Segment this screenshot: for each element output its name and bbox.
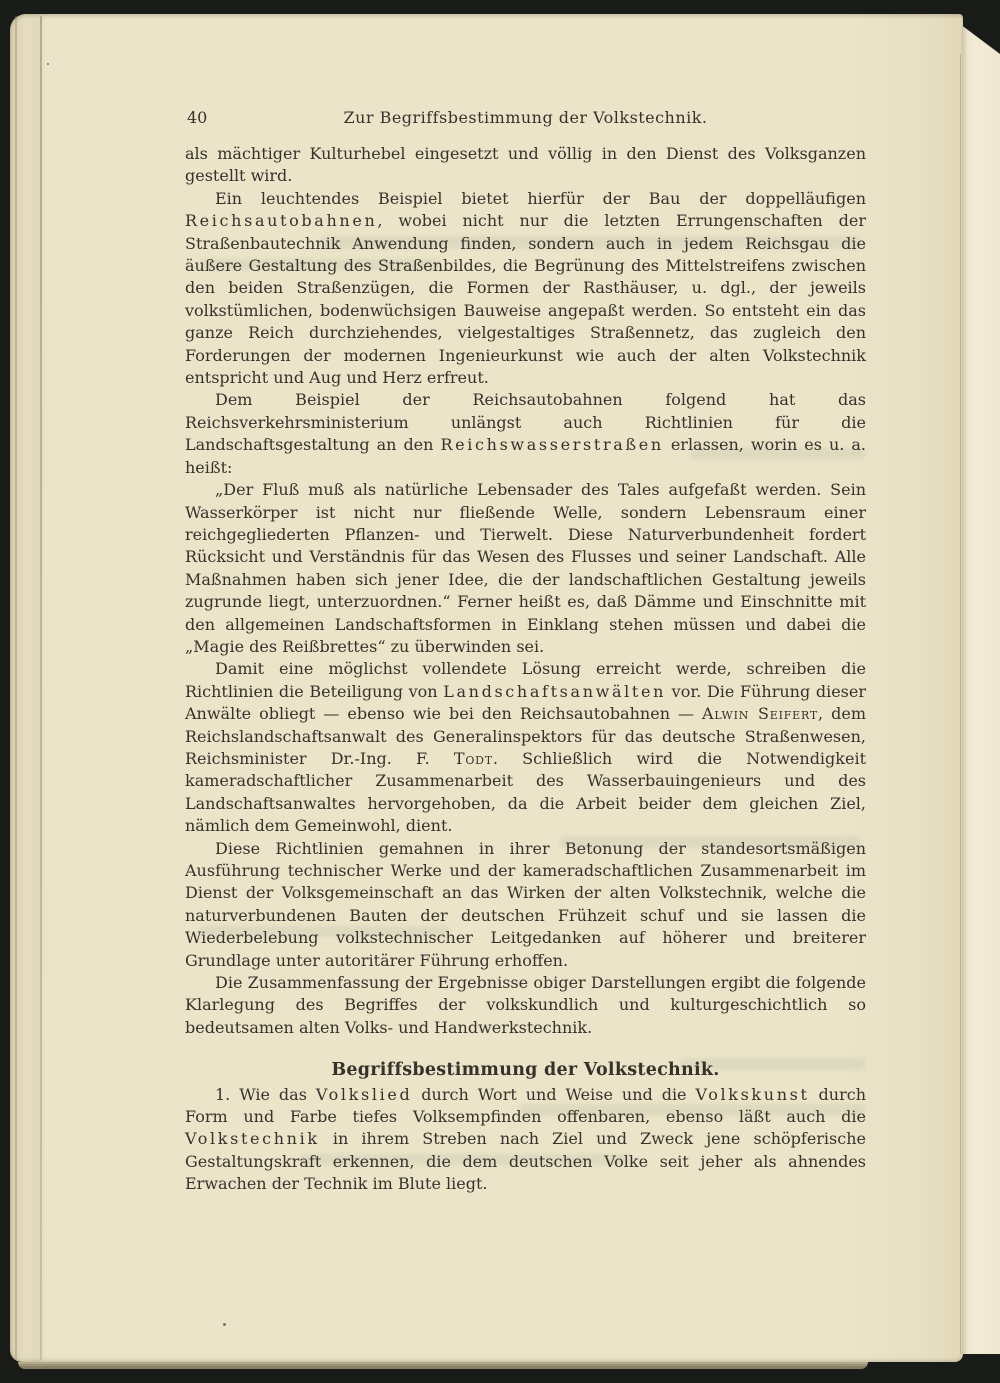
body-paragraph xyxy=(185,838,866,972)
emphasized-text-smallcaps: Alwin Seifert xyxy=(702,704,819,724)
text-run: als mächtiger Kulturhebel eingesetzt und völlig in den Dienst des Volksganzen gestellt wird. xyxy=(185,144,866,186)
text-run: Ein leuchtendes Beispiel bietet hierfür der Bau der doppelläufigen xyxy=(215,188,866,208)
page-body xyxy=(185,143,866,1196)
emphasized-text-smallcaps: Todt xyxy=(453,748,493,768)
text-run: , wobei nicht nur die letzten Errungenschaften der Straßenbautechnik Anwendung finden, sondern auch in jedem Reichsgau die äußere Gestaltung des Straßenbildes, die Begrünung des Mittelstreifens zwischen den beiden Straßenzügen, die Formen der Rasthäuser, u. dgl., der jeweils volkstümlichen, bodenwüchsigen Bauweise angepaßt werden. So entsteht ein das ganze Reich durchziehendes, vielgestaltiges Straßennetz, das zugleich den Forderungen der modernen Ingenieurkunst wie auch der alten Volkstechnik entspricht und Aug und Herz erfreut. xyxy=(185,211,866,388)
running-header-title: Zur Begriffsbestimmung der Volkstechnik. xyxy=(343,108,708,127)
facing-page-edge xyxy=(963,24,1000,1354)
emphasized-text-spaced: Volkstechnik xyxy=(185,1129,320,1149)
page-stack-bottom-edge xyxy=(18,1362,868,1369)
text-run: Die Zusammenfassung der Ergebnisse obiger Darstellungen ergibt die folgende Klarlegung des Begriffes der volkskundlich und kulturgeschichtlich so bedeutsamen alten Volks- und Handwerkstechnik. xyxy=(185,973,866,1037)
text-run: 1. Wie das xyxy=(215,1084,316,1104)
text-run: Diese Richtlinien gemahnen in ihrer Betonung der standesortsmäßigen Ausführung technischer Werke und der kameradschaftlichen Zusammenarbeit im Dienst der Volksgemeinschaft an das Wirken der alten Volkstechnik, welche die naturverbundenen Bauten der deutschen Frühzeit schuf und sie lassen die Wiederbelebung volkstechnischer Leitgedanken auf höherer und breiterer Grundlage unter autoritärer Führung erhoffen. xyxy=(185,838,866,970)
text-run: in ihrem Streben nach Ziel und Zweck jene schöpferische Gestaltungskraft erkennen, die dem deutschen Volke seit jeher als ahnendes Erwachen der Technik im Blute liegt. xyxy=(185,1129,866,1194)
text-run: vor. Die Führung dieser Anwälte obliegt — ebenso wie bei den Reichsautobahnen — xyxy=(185,681,866,724)
text-run: . Schließlich wird die Notwendigkeit kameradschaftlicher Zusammenarbeit des Wasserbauingenieurs und des Landschaftsanwaltes hervorgehoben, da die Arbeit beider dem gleichen Ziel, nämlich dem Gemeinwohl, dient. xyxy=(185,748,866,836)
emphasized-text-spaced: Volkslied xyxy=(315,1084,413,1104)
text-run: „Der Fluß muß als natürliche Lebensader des Tales aufgefaßt werden. Sein Wasserkörper ist nicht nur fließende Welle, sondern Lebensraum einer reichgegliederten Pflanzen- und Tierwelt. Diese Naturverbundenheit fordert Rücksicht und Verständnis für das Wesen des Flusses und seiner Landschaft. Alle Maßnahmen haben sich jener Idee, die der landschaftlichen Gestaltung jeweils zugrunde liegt, unterzuordnen.“ Ferner heißt es, daß Dämme und Einschnitte mit den allgemeinen Landschaftsformen in Einklang stehen müssen und dabei die „Magie des Reißbrettes“ zu überwinden sei. xyxy=(185,480,866,656)
body-paragraph xyxy=(185,658,866,837)
ink-speck xyxy=(47,63,49,65)
text-run: , dem Reichslandschaftsanwalt des Generalinspektors für das deutsche Straßenwesen, Reichsminister Dr.-Ing. F. xyxy=(185,704,867,768)
body-paragraph xyxy=(185,972,866,1039)
text-column xyxy=(185,107,866,1196)
scanner-corner-shadow xyxy=(960,24,1000,54)
page-stack-edge-line xyxy=(40,16,42,1360)
gutter-crease xyxy=(960,54,962,1354)
section-heading: Begriffsbestimmung der Volkstechnik. xyxy=(331,1060,720,1081)
book-page xyxy=(10,14,963,1362)
emphasized-text-spaced: Volkskunst xyxy=(695,1084,810,1104)
emphasized-text-spaced: Reichswasserstraßen xyxy=(440,435,664,455)
emphasized-text-spaced: Reichsautobahnen xyxy=(185,211,378,231)
body-paragraph xyxy=(185,188,866,390)
running-header xyxy=(185,107,866,130)
text-run: durch Wort und Weise und die xyxy=(412,1084,696,1104)
emphasized-text-spaced: Landschaftsanwälten xyxy=(443,681,667,701)
body-paragraph xyxy=(185,479,866,658)
body-paragraph xyxy=(185,143,866,188)
body-paragraph xyxy=(185,1084,866,1196)
page-edge-line xyxy=(15,16,17,1360)
page-number: 40 xyxy=(187,108,208,127)
text-run: erlassen, worin es u. a. heißt: xyxy=(185,435,866,477)
text-run: Damit eine möglichst vollendete Lösung erreicht werde, schreiben die Richtlinien die Beteiligung von xyxy=(185,659,866,701)
text-run: Dem Beispiel der Reichsautobahnen folgend hat das Reichsverkehrsministerium unlängst auch Richtlinien für die Landschaftsgestaltung an den xyxy=(185,390,866,455)
text-run: durch Form und Farbe tiefes Volksempfinden offenbaren, ebenso läßt auch die xyxy=(185,1084,866,1127)
ink-speck xyxy=(223,1323,226,1326)
body-paragraph xyxy=(185,389,866,479)
